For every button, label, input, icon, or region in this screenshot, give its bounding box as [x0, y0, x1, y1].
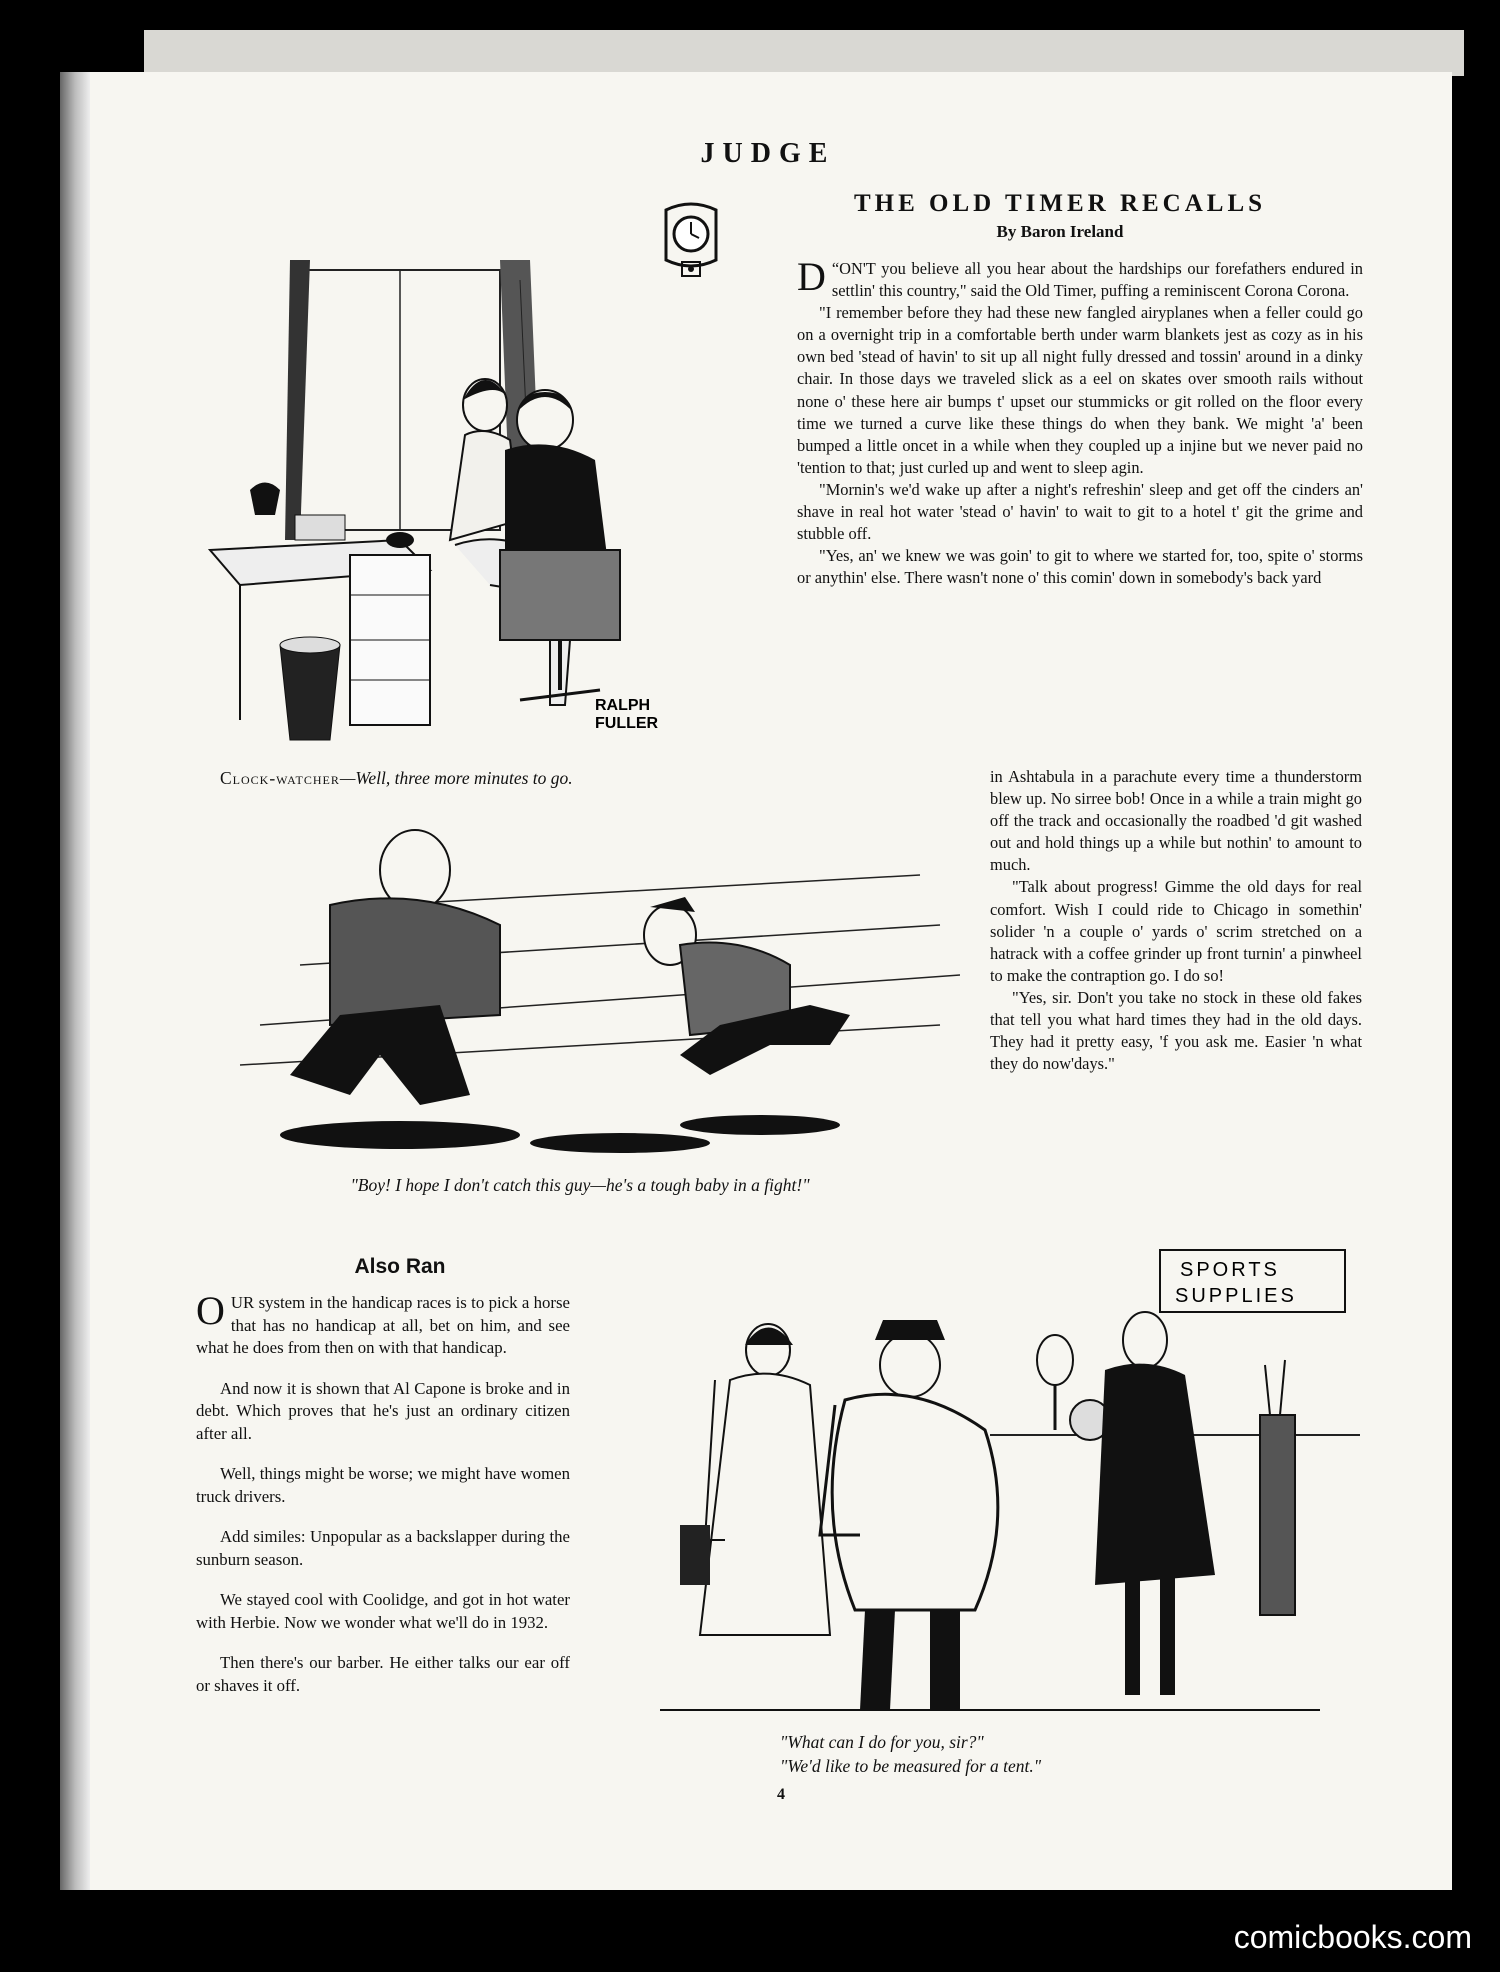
article-byline: By Baron Ireland	[996, 222, 1124, 241]
also-ran-paragraph-2: And now it is shown that Al Capone is broke and in debt. Which proves that he's just an ordinary citizen after all.	[196, 1378, 570, 1443]
sign-line-2: SUPPLIES	[1175, 1285, 1297, 1307]
cartoon2-caption	[220, 1175, 940, 1196]
masthead: JUDGE	[700, 138, 836, 169]
article-paragraph-4a: "Yes, an' we knew we was goin' to git to where we started for, too, spite o' storms or anythin' else. There wasn't none o' this comin' down in somebody's back yard	[797, 546, 1363, 588]
also-ran-paragraph-5: We stayed cool with Coolidge, and got in hot water with Herbie. Now we wonder what we'll do in 1932.	[196, 1590, 570, 1632]
cartoon1-caption	[220, 768, 573, 789]
cartoon-sports-supplies	[620, 1245, 1380, 1725]
cartoon3-caption-line1	[780, 1730, 1041, 1754]
article-paragraph-2: "I remember before they had these new fangled airyplanes when a feller could go on a overnight trip in a comfortable berth under warm blankets jest as cozy as in his own bed 'stead of havin' to sit up all night fully dressed and tossin' around in a dinky chair. In those days we traveled slick as a eel on skates over smooth rails without none o' these here air bumps t' upset our stummicks or git rolled on the floor every time we turned a curve like these things do when they bank. We might 'a' been bumped a little oncet in a while when they coupled up a injine but we never paid no 'tention to that; just curled up and went to sleep agin.	[797, 303, 1363, 477]
cartoon1-caption-label: Clock-watcher	[220, 768, 340, 788]
article-paragraph-6: "Yes, sir. Don't you take no stock in these old fakes that tell you what hard times they had in the old days. They had it pretty easy, 'f you ask me. Easier 'n what they do now'days."	[990, 987, 1362, 1074]
also-ran-paragraph-1	[196, 1288, 570, 1360]
also-ran-p1-text: UR system in the handicap races is to pick a horse that has no handicap at all, bet on him, and see what he does from then on with that handicap.	[196, 1293, 570, 1357]
article-title: THE OLD TIMER RECALLS	[853, 190, 1267, 217]
cartoon1-signature-1: RALPH	[595, 697, 651, 714]
also-ran-title: Also Ran	[354, 1255, 446, 1278]
cartoon1-signature-2: FULLER	[595, 715, 659, 732]
article-dropcap: D	[797, 254, 826, 299]
also-ran-paragraph-3: Well, things might be worse; we might have women truck drivers.	[196, 1464, 570, 1506]
cartoon3-caption	[780, 1730, 1041, 1778]
article-paragraph-4b: in Ashtabula in a parachute every time a thunderstorm blew up. No sirree bob! Once in a while a train might go off the track and occasionally the roadbed 'd git washed out and hold things up a while but nothin' to amount to much.	[990, 767, 1362, 875]
book-spine-shadow	[60, 72, 90, 1890]
article-body-lower	[990, 766, 1362, 1075]
article-paragraph-1	[797, 254, 1363, 302]
cartoon-clock-watcher	[200, 250, 720, 750]
cartoon3-caption-text1: "What can I do for you, sir?"	[780, 1732, 984, 1752]
cartoon2-caption-text: "Boy! I hope I don't catch this guy—he's a tough baby in a fight!"	[350, 1175, 810, 1195]
article-p1-text: ON'T you believe all you hear about the hardships our forefathers endured in settlin' this country," said the Old Timer, puffing a reminiscent Corona Corona.	[831, 259, 1363, 301]
article-body-upper	[797, 254, 1363, 589]
also-ran-paragraph-6: Then there's our barber. He either talks our ear off or shaves it off.	[196, 1653, 570, 1695]
article-paragraph-5: "Talk about progress! Gimme the old days for real comfort. Wish I could ride to Chicago in somethin' solider 'n a couple o' yards o' scrim stretched on a hatrack with a coffee grinder up front turnin' a pinwheel to make the contraption go. I do so!	[990, 877, 1362, 985]
cartoon3-caption-text2: "We'd like to be measured for a tent."	[780, 1756, 1042, 1776]
page-top-edge	[144, 30, 1464, 76]
page-number: 4	[777, 1786, 785, 1803]
also-ran-body	[196, 1288, 570, 1715]
article-paragraph-3: "Mornin's we'd wake up after a night's refreshin' sleep and get off the cinders an' shave in real hot water 'stead o' havin' to wait to git to a hotel t' git the grime and stubble off.	[797, 479, 1363, 544]
sign-line-1: SPORTS	[1180, 1259, 1280, 1281]
cartoon-running-men	[200, 825, 960, 1165]
cartoon1-caption-text: —Well, three more minutes to go.	[339, 768, 573, 788]
also-ran-dropcap: O	[196, 1288, 225, 1333]
watermark: comicbooks.com	[1233, 1919, 1472, 1955]
also-ran-paragraph-4: Add similes: Unpopular as a backslapper during the sunburn season.	[196, 1527, 570, 1569]
quote-open: “	[831, 259, 840, 278]
cartoon3-caption-line2	[780, 1754, 1041, 1778]
